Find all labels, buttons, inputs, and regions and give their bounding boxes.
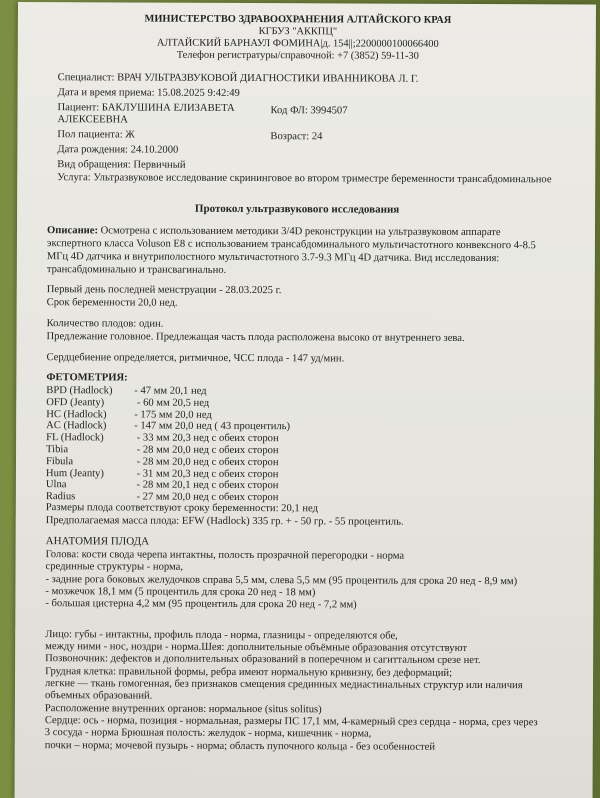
anatomy-line: 3 сосуда - норма Брюшная полость: желудок - норма, кишечник - норма,	[44, 727, 372, 740]
fetometry-value: - 27 мм 20,0 нед с обеих сторон	[133, 491, 279, 504]
weight-line: Предполагаемая масса плода: EFW (Hadlock) 335 гр. + - 50 гр. - 55 процентиль.	[45, 515, 404, 528]
presentation-line: Предлежание головное. Предлежащая часть плода расположена высоко от внутреннего зева.	[46, 331, 465, 344]
document-page	[15, 2, 596, 798]
anatomy-line: - мозжечок 18,1 мм (5 процентиль для срока 20 нед - 18 мм)	[45, 586, 316, 599]
description-line-3: МГц 4D датчика и внутриполостного мультичастотного 3.7-9.3 МГц 4D датчика. Вид исследования:	[46, 251, 500, 265]
service-line: Услуга: Ультразвуковое исследование скрининговое во втором триместре беременности трансабдоминальное	[57, 172, 552, 186]
description-line-4: трансабдоминально и трансвагинально.	[46, 264, 227, 276]
fetometry-label: OFD (Jeanty)	[46, 396, 105, 409]
fetometry-value: - 175 мм 20,0 нед	[134, 409, 212, 421]
anatomy-line: почки – норма; мочевой пузырь - норма; область пупочного кольца - без особенностей	[44, 739, 436, 753]
anatomy-line: Голова: кости свода черепа интактны, полость прозрачной перегородки - норма	[45, 549, 405, 562]
description-label: Описание:	[46, 225, 99, 237]
fetometry-label: Tibia	[46, 444, 69, 456]
org-phone: Телефон регистратуры/справочной: +7 (3852) 59-11-30	[176, 49, 419, 62]
size-match-line: Размеры плода соответствуют сроку беременности: 20,1 нед	[45, 502, 319, 515]
specialist-line: Специалист: ВРАЧ УЛЬТРАЗВУКОВОЙ ДИАГНОСТИКИ ИВАННИКОВА Л. Г.	[57, 72, 419, 85]
fetometry-value: - 147 мм 20,0 нед ( 43 процентиль)	[134, 420, 291, 433]
fetometry-value: - 60 мм 20,5 нед	[134, 397, 210, 409]
protocol-title: Протокол ультразвукового исследования	[194, 202, 400, 216]
fetometry-value: - 28 мм 20,0 нед с обеих сторон	[134, 444, 279, 457]
anatomy-line: Грудная клетка: правильной формы, ребра имеют нормальную кривизну, без деформаций;	[45, 665, 453, 679]
fetus-count: Количество плодов: один.	[46, 318, 164, 330]
description-text: Осмотрена с использованием методики 3/4D реконструкции на ультразвуковом аппарате	[97, 225, 501, 239]
anatomy-line: между ними - нос, ноздри - норма.Шея: дополнительные объёмные образования отсутствуют	[45, 641, 468, 655]
anatomy-line: Расположение внутренних органов: нормальное (situs solitus)	[44, 702, 322, 715]
gestational-age: Срок беременности 20,0 нед.	[46, 297, 178, 309]
fetometry-label: HC (Hadlock)	[46, 408, 107, 420]
org-address: АЛТАЙСКИЙ БАРНАУЛ ФОМИНА|д. 154||;2200000100066400	[156, 37, 439, 50]
fetometry-label: BPD (Hadlock)	[46, 385, 113, 397]
fetometry-label: Radius	[45, 491, 76, 503]
heartbeat-line: Сердцебиение определяется, ритмичное, ЧСС плода - 147 уд/мин.	[46, 352, 345, 365]
org-name: КГБУЗ "АККПЦ"	[258, 26, 338, 38]
visit-type: Вид обращения: Первичный	[57, 159, 186, 171]
anatomy-line: легкие — ткань гомогенная, без признаков смещения срединных медиастинальных структур или наличия	[45, 678, 523, 692]
fetometry-value: - 28 мм 20,0 нед с обеих сторон	[133, 456, 279, 468]
visit-datetime: Дата и время приема: 15.08.2025 9:42:49	[57, 87, 240, 99]
fetometry-value: - 47 мм 20,1 нед	[134, 385, 207, 397]
fetometry-value: - 31 мм 20,3 нед с обеих сторон	[133, 468, 279, 480]
fetometry-label: Ulna	[45, 479, 67, 491]
anatomy-title: АНАТОМИЯ ПЛОДА	[45, 535, 150, 548]
ministry-title: МИНИСТЕРСТВО ЗДРАВООХРАНЕНИЯ АЛТАЙСКОГО КРАЯ	[144, 13, 452, 26]
fetometry-label: AC (Hadlock)	[46, 420, 107, 432]
patient-name-line2: АЛЕКСЕЕВНА	[57, 114, 128, 126]
anatomy-line: - задние рога боковых желудочков справа 5,5 мм, слева 5,5 мм (95 процентиль для срока 20 нед - 8,9 мм)	[45, 573, 518, 587]
lmp-line: Первый день последней менструации - 28.03.2025 г.	[46, 284, 282, 297]
patient-age: Возраст: 24	[270, 131, 323, 143]
patient-code: Код ФЛ: 3994507	[270, 105, 348, 117]
fetometry-label: Hum (Jeanty)	[45, 467, 104, 479]
fetometry-title: ФЕТОМЕТРИЯ:	[46, 372, 128, 384]
anatomy-line: Лицо: губы - интактны, профиль плода - норма, глазницы - определяются обе,	[45, 628, 398, 642]
patient-sex: Пол пациента: Ж	[57, 129, 135, 141]
anatomy-line: Сердце: ось - норма, позиция - нормальная, размеры ПС 17,1 мм, 4-камерный срез сердца - норма, срез через	[44, 715, 538, 729]
birth-date: Дата рождения: 24.10.2000	[57, 144, 179, 156]
fetometry-label: Fibula	[45, 455, 74, 468]
anatomy-line: объемных образований.	[44, 690, 153, 702]
fetometry-label: FL (Hadlock)	[46, 432, 104, 444]
anatomy-line: Позвоночник: дефектов и дополнительных образований в поперечном и сагиттальном срезе нет.	[45, 653, 481, 667]
description-line-2: экспертного класса Voluson E8 с использованием трансабдоминального мультичастотного конвексного 4-8.5	[46, 238, 536, 252]
fetometry-value: - 28 мм 20,1 нед с обеих сторон	[133, 479, 279, 492]
patient-name-line1: Пациент: БАКЛУШИНА ЕЛИЗАВЕТА	[57, 102, 235, 114]
anatomy-line: - большая цистерна 4,2 мм (95 процентиль для срока 20 нед - 7,2 мм)	[45, 598, 357, 611]
anatomy-line: срединные структуры - норма,	[45, 561, 184, 574]
fetometry-value: - 33 мм 20,3 нед с обеих сторон	[134, 432, 279, 445]
